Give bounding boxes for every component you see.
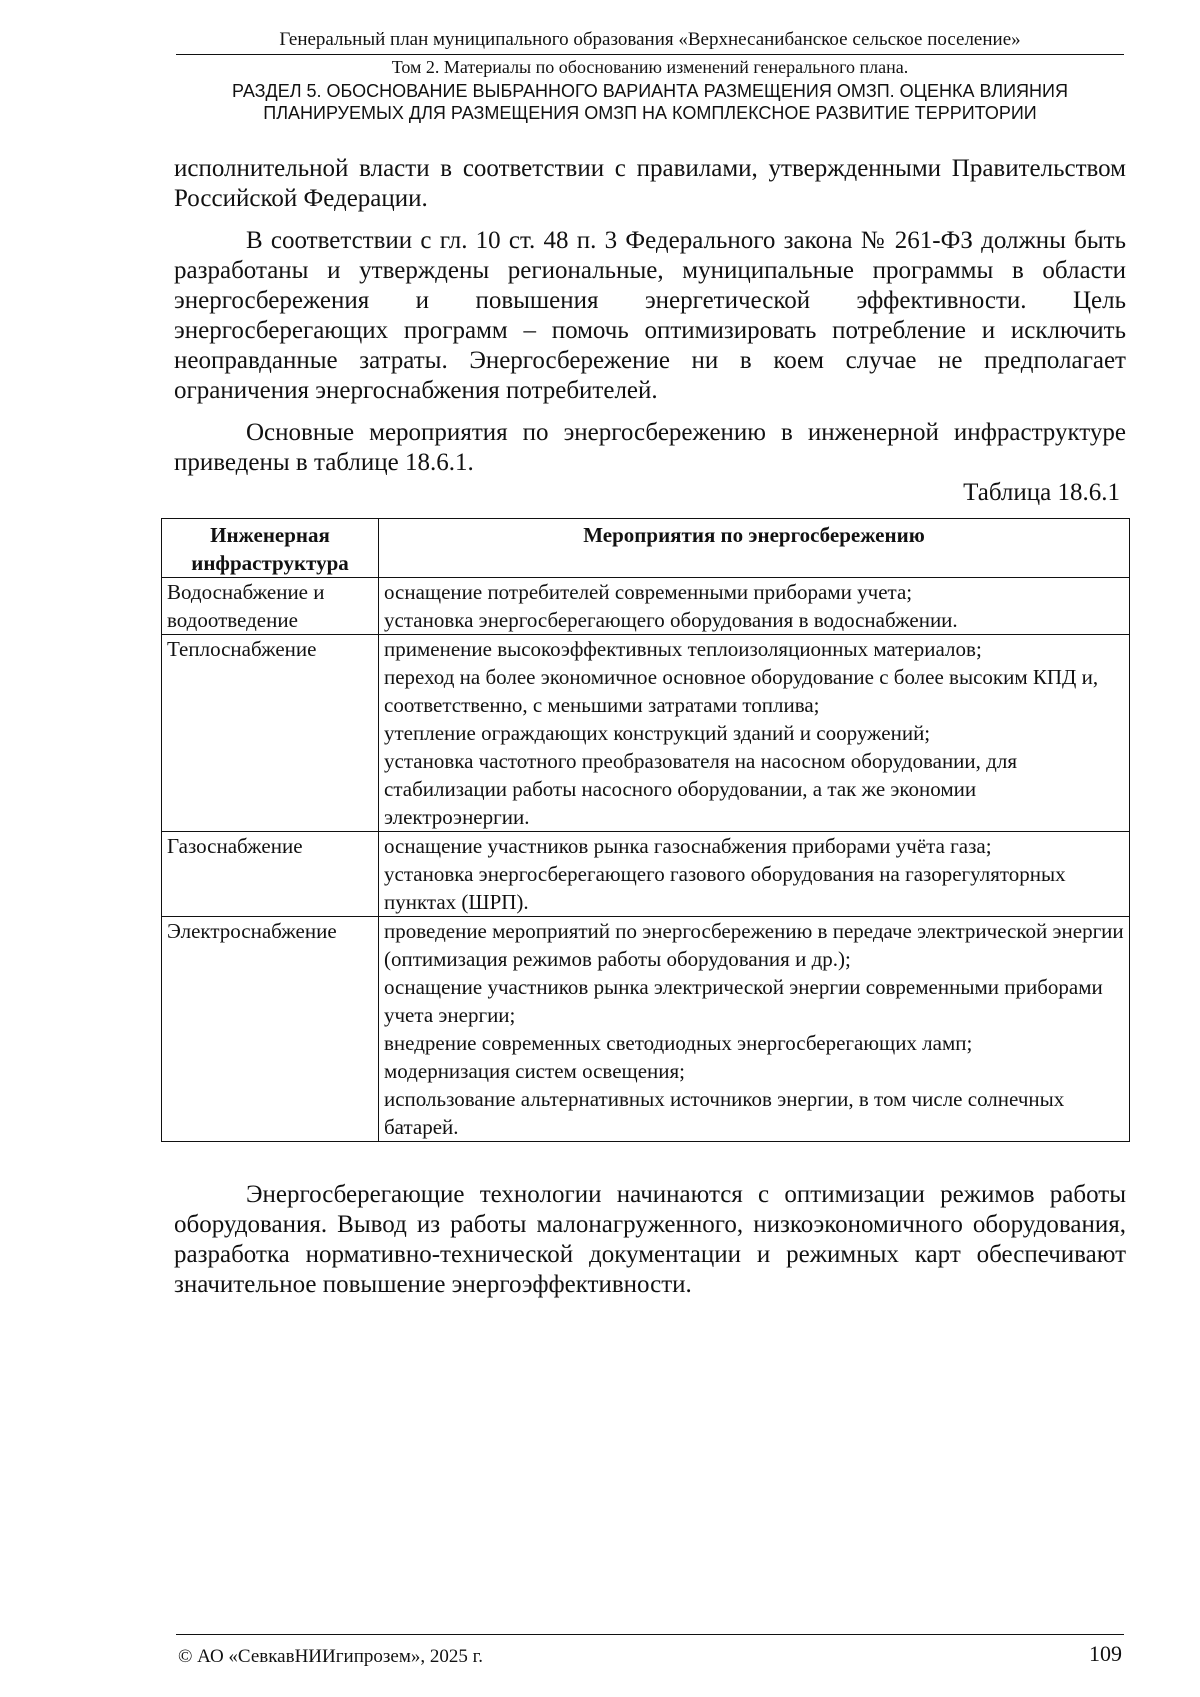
measure-item: использование альтернативных источников энергии, в том числе солнечных батарей. (384, 1087, 1065, 1139)
measure-item: оснащение участников рынка газоснабжения приборами учёта газа; (384, 834, 992, 858)
infrastructure-cell: Водоснабжение и водоотведение (162, 578, 379, 635)
table-row (162, 635, 1130, 832)
body-paragraph-4: Энергосберегающие технологии начинаются с оптимизации режимов работы оборудования. Вывод из работы малонагруженного, низкоэкономичного оборудования, разработка нормативно-технической документации и режимных карт обеспечивают значительное повышение энергоэффективности. (174, 1181, 1126, 1298)
table-row (162, 578, 1130, 635)
table-caption: Таблица 18.6.1 (963, 479, 1120, 506)
measure-item: утепление ограждающих конструкций зданий и сооружений; (384, 721, 931, 745)
footer-copyright: © АО «СевкавНИИгипрозем», 2025 г. (178, 1646, 483, 1667)
measures-cell (379, 832, 1130, 917)
measure-item: внедрение современных светодиодных энергосберегающих ламп; (384, 1031, 973, 1055)
table-row (162, 832, 1130, 917)
document-volume-title: Том 2. Материалы по обоснованию изменений генерального плана. (391, 57, 909, 77)
measures-cell (379, 635, 1130, 832)
header-divider (176, 54, 1124, 55)
section-title-line-2: ПЛАНИРУЕМЫХ ДЛЯ РАЗМЕЩЕНИЯ ОМЗП НА КОМПЛЕКСНОЕ РАЗВИТИЕ ТЕРРИТОРИИ (263, 103, 1037, 123)
footer-divider (176, 1634, 1124, 1635)
infrastructure-cell: Теплоснабжение (162, 635, 379, 832)
measure-item: оснащение участников рынка электрической энергии современными приборами учета энергии; (384, 975, 1103, 1027)
measure-item: проведение мероприятий по энергосбережению в передаче электрической энергии (оптимизация режимов работы оборудования и др.); (384, 919, 1124, 971)
column-header-measures: Мероприятия по энергосбережению (379, 519, 1130, 578)
infrastructure-cell: Газоснабжение (162, 832, 379, 917)
section-title-line-1: РАЗДЕЛ 5. ОБОСНОВАНИЕ ВЫБРАННОГО ВАРИАНТА РАЗМЕЩЕНИЯ ОМЗП. ОЦЕНКА ВЛИЯНИЯ (232, 81, 1068, 101)
measure-item: переход на более экономичное основное оборудование с более высоким КПД и, соответственно, с меньшими затратами топлива; (384, 665, 1099, 717)
body-paragraph-3: Основные мероприятия по энергосбережению в инженерной инфраструктуре приведены в таблице 18.6.1. (174, 419, 1126, 476)
body-paragraph-2: В соответствии с гл. 10 ст. 48 п. 3 Федерального закона № 261-ФЗ должны быть разработаны и утверждены региональные, муниципальные программы в области энергосбережения и повышения энергетической эффективности. Цель энергосберегающих программ – помочь оптимизировать потребление и исключить неоправданные затраты. Энергосбережение ни в коем случае не предполагает ограничения энергоснабжения потребителей. (174, 227, 1126, 404)
measure-item: установка энергосберегающего оборудования в водоснабжении. (384, 608, 958, 632)
page-number: 109 (1089, 1641, 1122, 1666)
body-paragraph-1: исполнительной власти в соответствии с правилами, утвержденными Правительством Российской Федерации. (174, 155, 1126, 212)
energy-saving-table (161, 518, 1130, 1142)
infrastructure-cell: Электроснабжение (162, 917, 379, 1142)
document-header-title: Генеральный план муниципального образования «Верхнесанибанское сельское поселение» (279, 29, 1021, 50)
document-section-title (176, 80, 1124, 124)
measures-cell (379, 578, 1130, 635)
measures-cell (379, 917, 1130, 1142)
measure-item: установка энергосберегающего газового оборудования на газорегуляторных пунктах (ШРП). (384, 862, 1066, 914)
measure-item: модернизация систем освещения; (384, 1059, 686, 1083)
column-header-infrastructure: Инженерная инфраструктура (162, 519, 379, 578)
table-header-row (162, 519, 1130, 578)
measure-item: применение высокоэффективных теплоизоляционных материалов; (384, 637, 982, 661)
table-row (162, 917, 1130, 1142)
measure-item: оснащение потребителей современными приборами учета; (384, 580, 913, 604)
measure-item: установка частотного преобразователя на насосном оборудовании, для стабилизации работы насосного оборудовании, а так же экономии электроэнергии. (384, 749, 1017, 829)
